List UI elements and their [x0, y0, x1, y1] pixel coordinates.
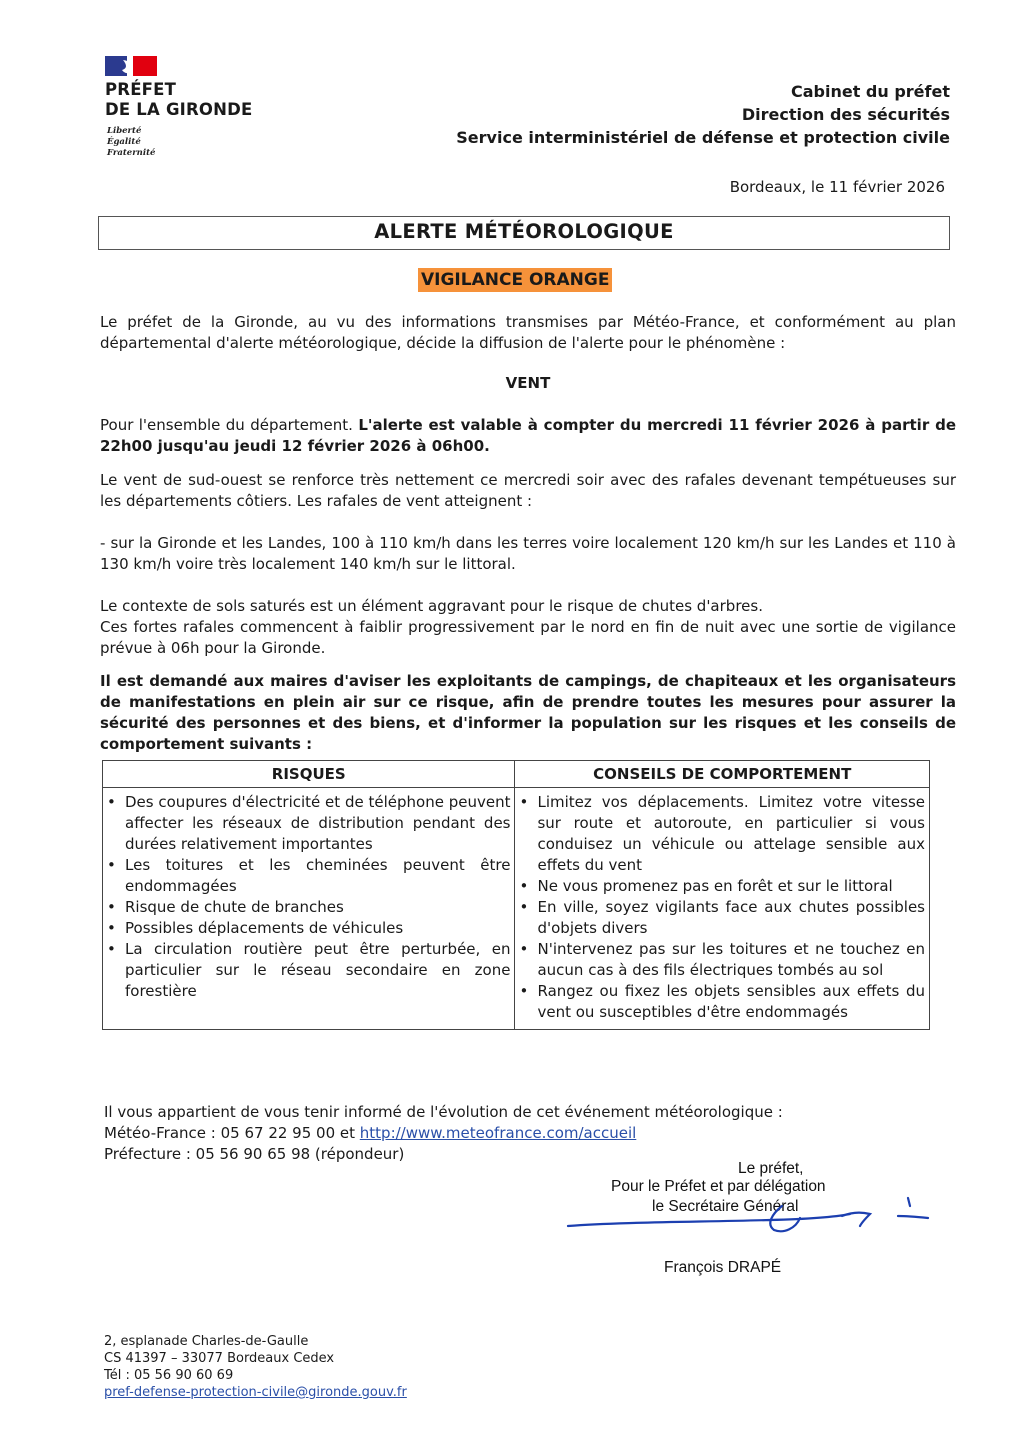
- bullet-icon: •: [519, 940, 529, 958]
- list-item: [515, 897, 925, 939]
- bullet-icon: •: [519, 898, 529, 916]
- signature-line-3: le Secrétaire Général: [652, 1198, 799, 1215]
- footer-address-block: [104, 1333, 407, 1401]
- risks-cell: [103, 788, 515, 1030]
- republic-motto: [107, 126, 155, 159]
- footer-address-line-2: CS 41397 – 33077 Bordeaux Cedex: [104, 1351, 335, 1366]
- risk-text: Risque de chute de branches: [125, 898, 344, 916]
- signatory-name: François DRAPÉ: [664, 1259, 782, 1276]
- service-line-cabinet: Cabinet du préfet: [790, 82, 950, 101]
- advice-text: Limitez vos déplacements. Limitez votre vitesse sur route et autoroute, en particulier si vous conduisez un véhicule ou attelage sensible aux effets du vent: [537, 793, 925, 874]
- mayors-request: Il est demandé aux maires d'aviser les exploitants de campings, de chapiteaux et les organisateurs de manifestations en plein air sur ce risque, afin de prendre toutes les mesures pour assurer la sécurité des personnes et des biens, et d'informer la population sur les risques et les conseils de comportement suivants :: [100, 672, 956, 753]
- bullet-icon: •: [107, 919, 116, 937]
- context-line-1: Le contexte de sols saturés est un élément aggravant pour le risque de chutes d'arbres.: [100, 597, 763, 615]
- context-paragraph: [100, 596, 956, 659]
- logo-line-1: PRÉFET: [105, 80, 177, 99]
- list-item: [515, 939, 925, 981]
- list-item: [103, 855, 510, 897]
- risks-column-header: RISQUES: [103, 761, 515, 788]
- handwritten-signature-icon: [560, 1192, 940, 1238]
- validity-period: L'alerte est valable à compter du mercredi 11 février 2026 à partir de 22h00 jusqu'au jeudi 12 février 2026 à 06h00.: [100, 416, 956, 455]
- phenomenon-label: VENT: [505, 374, 551, 392]
- logo-line-2: DE LA GIRONDE: [105, 100, 253, 119]
- list-item: [515, 792, 925, 876]
- risk-text: La circulation routière peut être perturbée, en particulier sur le réseau secondaire en zone forestière: [125, 940, 511, 1000]
- table-row: [103, 788, 930, 1030]
- advice-text: Ne vous promenez pas en forêt et sur le littoral: [537, 877, 893, 895]
- contacts-block: [104, 1102, 783, 1165]
- advice-list: [515, 792, 925, 1023]
- list-item: [515, 876, 925, 897]
- list-item: [103, 897, 510, 918]
- service-line-direction: Direction des sécurités: [741, 105, 950, 124]
- risk-text: Des coupures d'électricité et de téléphone peuvent affecter les réseaux de distribution pendant des durées relativement importantes: [125, 793, 511, 853]
- list-item: [103, 939, 510, 1002]
- motto-egalite: Égalité: [107, 137, 141, 147]
- wind-description: Le vent de sud-ouest se renforce très nettement ce mercredi soir avec des rafales devenant tempétueuses sur les départements côtiers. Les rafales de vent atteignent :: [100, 471, 956, 510]
- list-item: [515, 981, 925, 1023]
- service-line-sidpc: Service interministériel de défense et protection civile: [456, 128, 950, 147]
- bullet-icon: •: [107, 856, 116, 874]
- bullet-icon: •: [107, 793, 116, 811]
- validity-paragraph: [100, 415, 956, 457]
- footer-email-link[interactable]: pref-defense-protection-civile@gironde.gouv.fr: [104, 1385, 407, 1400]
- risks-list: [103, 792, 510, 1002]
- list-item: [103, 918, 510, 939]
- risk-text: Possibles déplacements de véhicules: [125, 919, 404, 937]
- footer-address-line-1: 2, esplanade Charles-de-Gaulle: [104, 1334, 309, 1349]
- risks-advice-table: [102, 760, 930, 1030]
- table-header-row: [103, 761, 930, 788]
- meteo-phone: Météo-France : 05 67 22 95 00 et: [104, 1124, 360, 1142]
- contacts-intro: Il vous appartient de vous tenir informé de l'évolution de cet événement météorologique :: [104, 1103, 783, 1121]
- bullet-icon: •: [107, 940, 116, 958]
- prefecture-logo-name: [105, 80, 253, 120]
- motto-liberte: Liberté: [107, 126, 142, 136]
- intro-paragraph: Le préfet de la Gironde, au vu des informations transmises par Météo-France, et conformément au plan départemental d'alerte météorologique, décide la diffusion de l'alerte pour le phénomène :: [100, 313, 956, 352]
- context-line-2: Ces fortes rafales commencent à faiblir progressivement par le nord en fin de nuit avec une sortie de vigilance prévue à 06h pour la Gironde.: [100, 618, 956, 657]
- document-date: Bordeaux, le 11 février 2026: [729, 178, 945, 196]
- risk-text: Les toitures et les cheminées peuvent être endommagées: [125, 856, 511, 895]
- advice-text: Rangez ou fixez les objets sensibles aux effets du vent ou susceptibles d'être endommagés: [537, 982, 925, 1021]
- prefecture-contact: Préfecture : 05 56 90 65 98 (répondeur): [104, 1145, 405, 1163]
- signature-line-2: Pour le Préfet et par délégation: [611, 1178, 826, 1195]
- bullet-icon: •: [519, 877, 529, 895]
- marianne-logo-icon: [105, 56, 157, 76]
- list-item: [103, 792, 510, 855]
- signature-line-1: Le préfet,: [738, 1160, 804, 1177]
- motto-fraternite: Fraternité: [107, 148, 156, 158]
- gust-values: - sur la Gironde et les Landes, 100 à 110 km/h dans les terres voire localement 120 km/h sur les Landes et 110 à 130 km/h voire très localement 140 km/h sur le littoral.: [100, 534, 956, 573]
- advice-text: N'intervenez pas sur les toitures et ne touchez en aucun cas à des fils électriques tombés au sol: [537, 940, 925, 979]
- validity-prefix: Pour l'ensemble du département.: [100, 416, 359, 434]
- bullet-icon: •: [519, 793, 529, 811]
- bullet-icon: •: [519, 982, 529, 1000]
- bullet-icon: •: [107, 898, 116, 916]
- alert-title: ALERTE MÉTÉOROLOGIQUE: [374, 220, 674, 243]
- meteofrance-link[interactable]: http://www.meteofrance.com/accueil: [359, 1124, 637, 1142]
- footer-phone: Tél : 05 56 90 60 69: [104, 1368, 234, 1383]
- meteo-contact: [104, 1123, 783, 1144]
- vigilance-level-badge: VIGILANCE ORANGE: [418, 268, 612, 292]
- service-header: [456, 80, 950, 149]
- advice-text: En ville, soyez vigilants face aux chutes possibles d'objets divers: [537, 898, 925, 937]
- advice-cell: [515, 788, 930, 1030]
- advice-column-header: CONSEILS DE COMPORTEMENT: [515, 761, 930, 788]
